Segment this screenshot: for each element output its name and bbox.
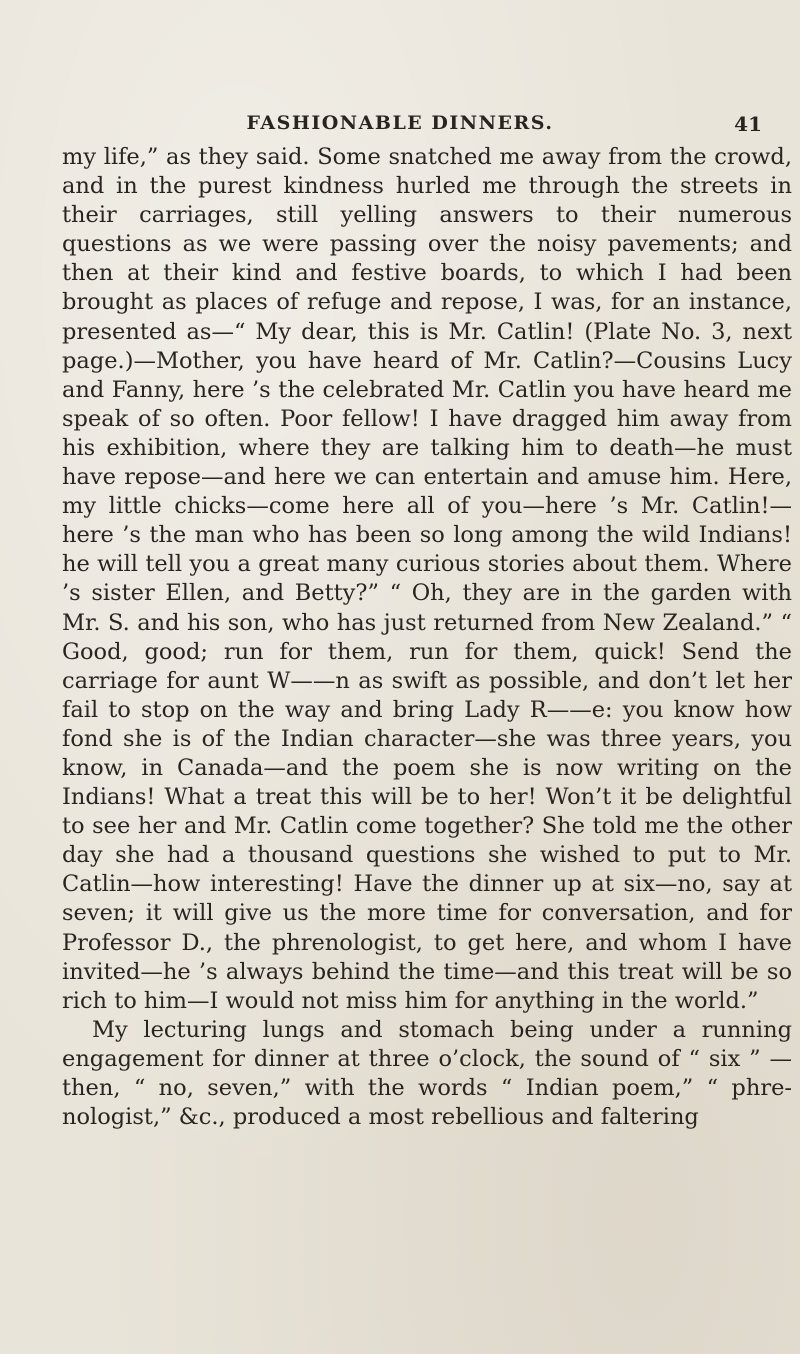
running-head — [0, 112, 800, 142]
page-number: 41 — [734, 112, 762, 136]
paragraph: My lecturing lungs and stomach being under a running engagement for dinner at three o’clock, the sound of “ six ” —then, “ no, seven,” with the words “ Indian poem,” “ phre-nologist,” &c., produced a most rebellious and faltering — [62, 1016, 792, 1131]
body-text — [62, 143, 792, 1132]
paragraph: my life,” as they said. Some snatched me away from the crowd, and in the purest kindness hurled me through the streets in their carriages, still yelling answers to their numerous questions as we were passing over the noisy pavements; and then at their kind and festive boards, to which I had been brought as places of refuge and repose, I was, for an instance, presented as—“ My dear, this is Mr. Catlin! (Plate No. 3, next page.)—Mother, you have heard of Mr. Catlin?—Cousins Lucy and Fanny, here ’s the celebrated Mr. Catlin you have heard me speak of so often. Poor fellow! I have dragged him away from his exhibition, where they are talking him to death—he must have repose—and here we can entertain and amuse him. Here, my little chicks—come here all of you—here ’s Mr. Catlin!—here ’s the man who has been so long among the wild Indians! he will tell you a great many curious stories about them. Where ’s sister Ellen, and Betty?” “ Oh, they are in the garden with Mr. S. and his son, who has just returned from New Zealand.” “ Good, good; run for them, run for them, quick! Send the carriage for aunt W——n as swift as possible, and don’t let her fail to stop on the way and bring Lady R——e: you know how fond she is of the Indian character—she was three years, you know, in Canada—and the poem she is now writing on the Indians! What a treat this will be to her! Won’t it be delightful to see her and Mr. Catlin come together? She told me the other day she had a thousand questions she wished to put to Mr. Catlin—how interesting! Have the dinner up at six—no, say at seven; it will give us the more time for conversation, and for Professor D., the phrenologist, to get here, and whom I have invited—he ’s always behind the time—and this treat will be so rich to him—I would not miss him for anything in the world.” — [62, 144, 792, 1014]
running-title: FASHIONABLE DINNERS. — [246, 112, 554, 134]
